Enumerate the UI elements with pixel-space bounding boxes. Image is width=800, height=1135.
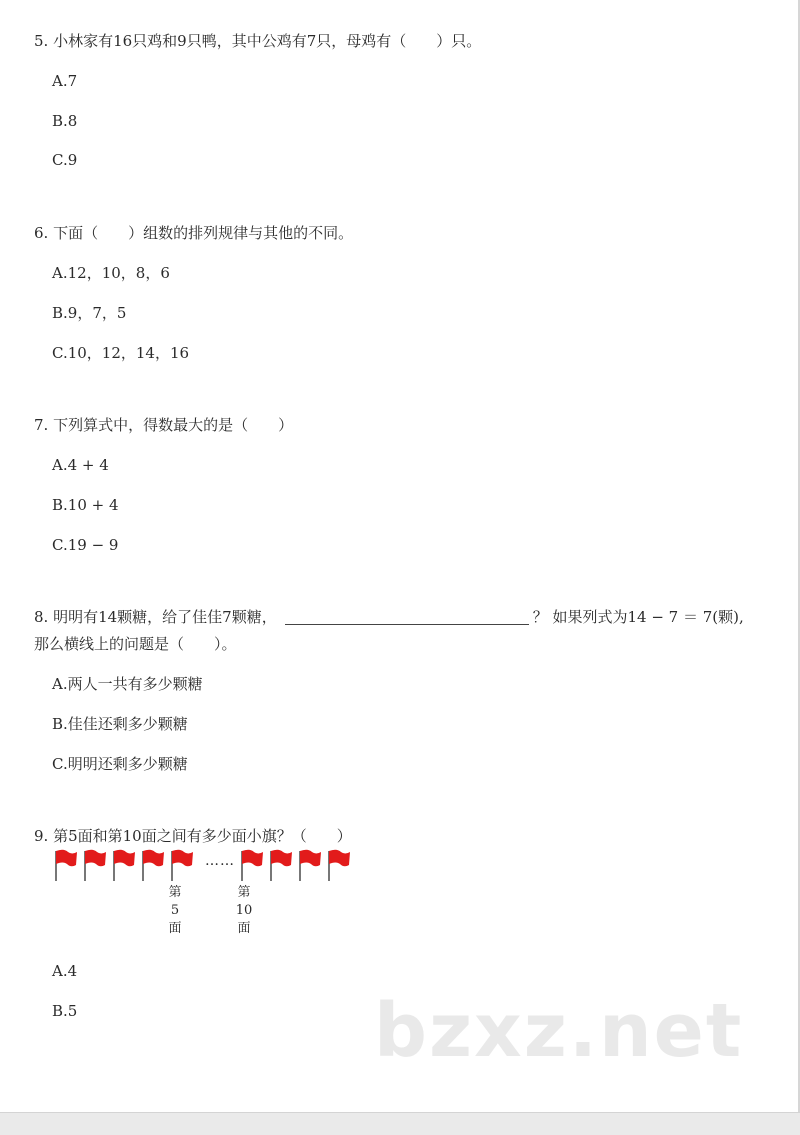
question-6-stem: 6. 下面（ ）组数的排列规律与其他的不同。: [34, 224, 354, 242]
question-6-option-b[interactable]: B.9，7，5: [52, 304, 127, 322]
red-flag-icon: [110, 848, 136, 882]
site-watermark: bzxz.net: [374, 988, 744, 1074]
question-8-stem-line-2: 那么横线上的问题是（ ）。: [34, 635, 237, 653]
question-6-option-a[interactable]: A.12，10，8，6: [52, 264, 170, 282]
answer-blank-line: [285, 608, 529, 625]
question-7-option-a[interactable]: A.4 + 4: [52, 456, 109, 474]
label-fifth-flag: 第 5 面: [168, 885, 182, 936]
question-5-option-c[interactable]: C.9: [52, 151, 78, 169]
question-6-option-c[interactable]: C.10，12，14，16: [52, 344, 190, 362]
question-8-option-a[interactable]: A.两人一共有多少颗糖: [52, 675, 203, 693]
red-flag-icon: [296, 848, 322, 882]
question-5-option-b[interactable]: B.8: [52, 112, 78, 130]
question-8-option-c[interactable]: C.明明还剩多少颗糖: [52, 755, 188, 773]
red-flag-icon: [139, 848, 165, 882]
question-8-stem-before-blank: 8. 明明有14颗糖，给了佳佳7颗糖，: [34, 608, 277, 626]
question-8-stem-after-blank: ？ 如果列式为14 − 7 ＝ 7(颗),: [532, 608, 744, 626]
label-tenth-flag: 第 10 面: [235, 885, 253, 936]
question-7-option-b[interactable]: B.10 + 4: [52, 496, 119, 514]
question-5-stem: 5. 小林家有16只鸡和9只鸭，其中公鸡有7只，母鸡有（ ）只。: [34, 32, 482, 50]
question-7-option-c[interactable]: C.19 − 9: [52, 536, 119, 554]
question-5-option-a[interactable]: A.7: [52, 72, 78, 90]
question-9-option-b[interactable]: B.5: [52, 1002, 78, 1020]
question-8-stem-line-1: [34, 607, 744, 627]
question-8-option-b[interactable]: B.佳佳还剩多少颗糖: [52, 715, 188, 733]
flag-ellipsis: ……: [205, 853, 235, 869]
red-flag-icon: [238, 848, 264, 882]
page-bottom-gap: [0, 1112, 800, 1135]
red-flag-icon: [81, 848, 107, 882]
red-flag-icon: [267, 848, 293, 882]
question-9-option-a[interactable]: A.4: [52, 962, 78, 980]
red-flag-icon: [52, 848, 78, 882]
red-flag-icon: [325, 848, 351, 882]
red-flag-icon: [168, 848, 194, 882]
question-7-stem: 7. 下列算式中，得数最大的是（ ）: [34, 416, 294, 434]
question-9-stem: 9. 第5面和第10面之间有多少面小旗？（ ）: [34, 827, 352, 845]
